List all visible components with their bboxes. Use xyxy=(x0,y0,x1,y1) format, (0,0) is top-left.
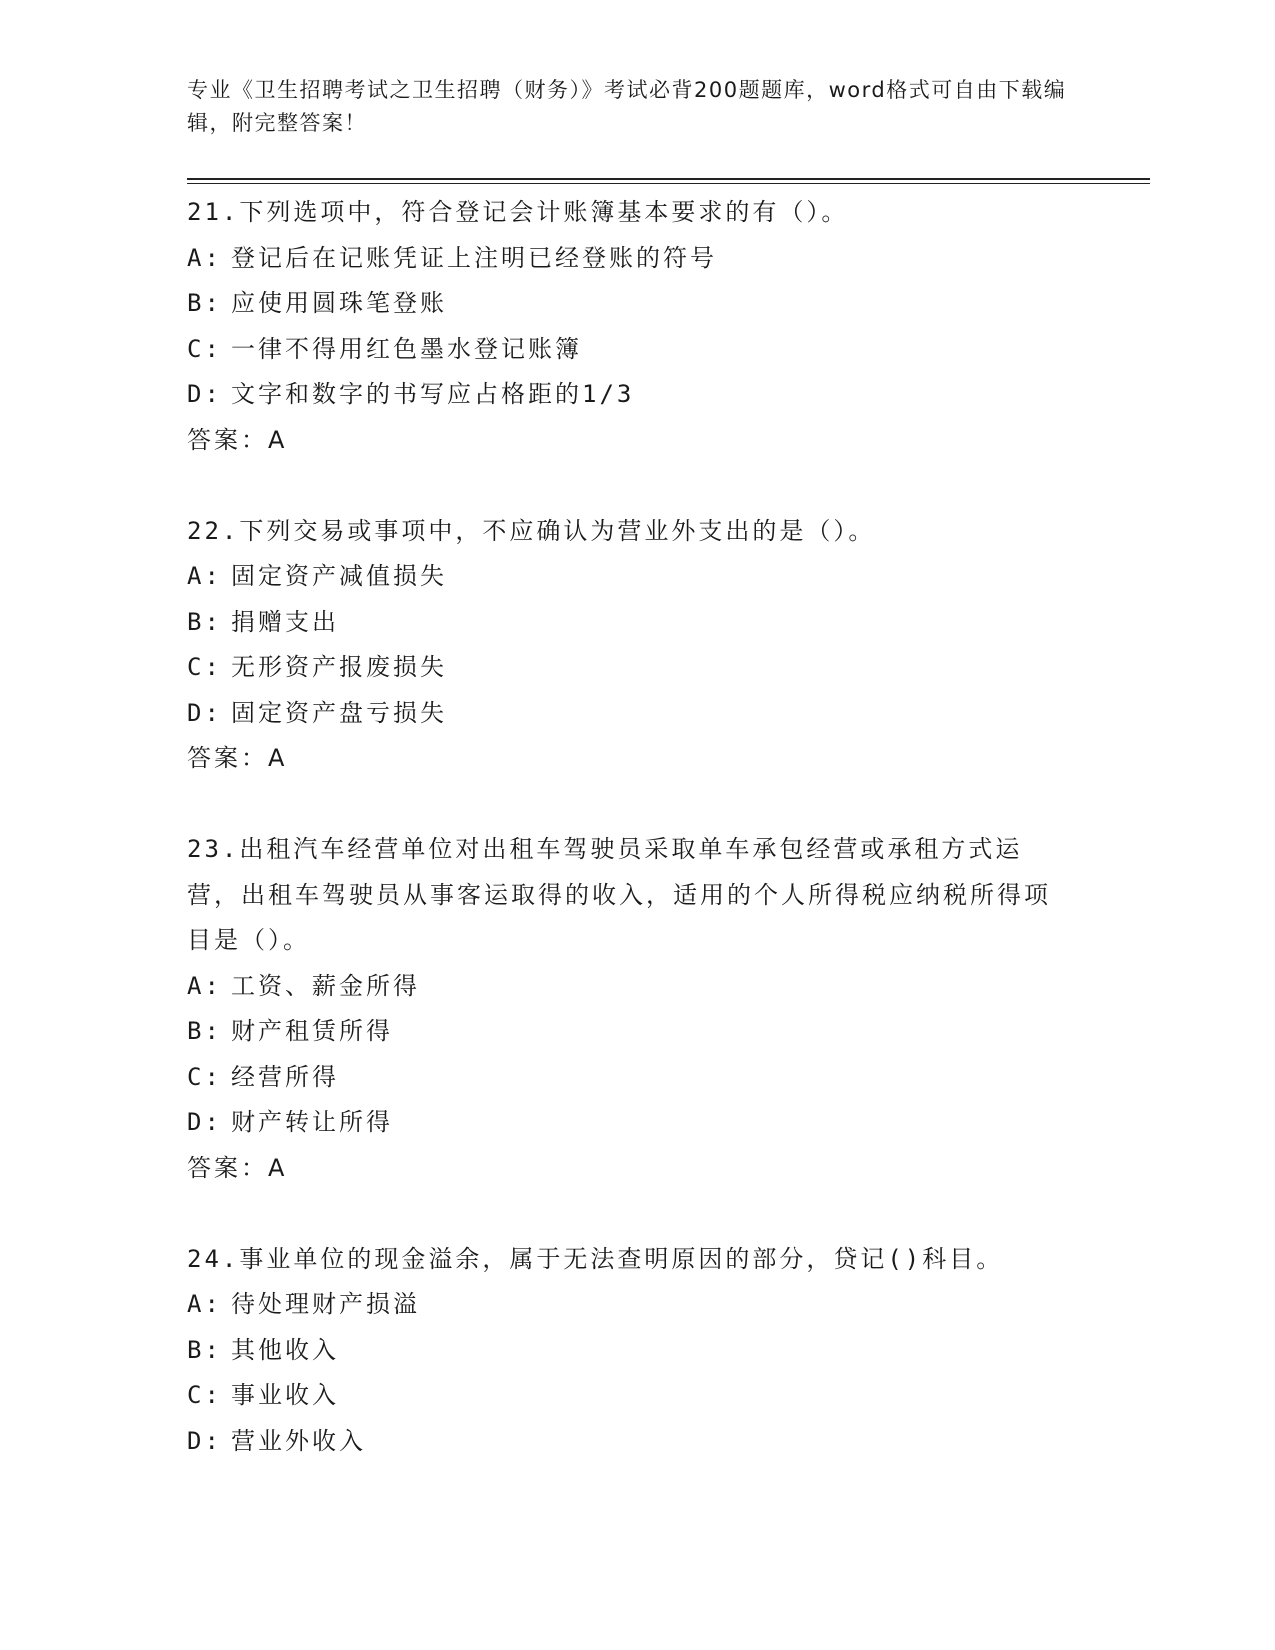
question-spacer xyxy=(187,782,1087,828)
question-21 xyxy=(187,190,1087,463)
option-key: D: xyxy=(187,1426,222,1455)
option-key: D: xyxy=(187,1108,222,1136)
option-b xyxy=(187,1009,1087,1055)
option-key: C: xyxy=(187,334,222,363)
option-key: B: xyxy=(187,1017,222,1045)
option-text: 登记后在记账凭证上注明已经登账的符号 xyxy=(231,243,717,272)
option-key: B: xyxy=(187,607,222,636)
option-text: 其他收入 xyxy=(231,1335,339,1364)
option-text: 应使用圆珠笔登账 xyxy=(231,289,447,317)
question-22 xyxy=(187,509,1087,782)
option-key: D: xyxy=(187,698,222,727)
option-text: 捐赠支出 xyxy=(231,607,339,636)
option-text: 固定资产盘亏损失 xyxy=(231,698,447,727)
option-d xyxy=(187,372,1087,418)
option-key: A: xyxy=(187,1290,222,1318)
option-a xyxy=(187,1282,1087,1328)
question-stem: 21.下列选项中，符合登记会计账簿基本要求的有（）。 xyxy=(187,198,849,226)
header-divider-thick xyxy=(187,178,1150,180)
option-c xyxy=(187,327,1087,373)
option-text: 事业收入 xyxy=(231,1381,339,1409)
option-a xyxy=(187,964,1087,1010)
question-list xyxy=(187,190,1087,1464)
answer: 答案：A xyxy=(187,1153,288,1182)
option-b xyxy=(187,600,1087,646)
question-stem: 23.出租汽车经营单位对出租车驾驶员采取单车承包经营或承租方式运营，出租车驾驶员从事客运取得的收入，适用的个人所得税应纳税所得项目是（）。 xyxy=(187,835,1051,954)
option-key: C: xyxy=(187,1062,222,1091)
document-header: 专业《卫生招聘考试之卫生招聘（财务）》考试必背200题题库，word格式可自由下载编辑，附完整答案！ xyxy=(187,78,1067,135)
option-key: C: xyxy=(187,653,222,681)
option-text: 财产租赁所得 xyxy=(231,1017,393,1045)
option-key: B: xyxy=(187,1335,222,1364)
option-c xyxy=(187,645,1087,691)
option-key: A: xyxy=(187,243,222,272)
option-a xyxy=(187,236,1087,282)
answer: 答案：A xyxy=(187,425,288,454)
answer: 答案：A xyxy=(187,744,288,772)
question-stem: 24.事业单位的现金溢余，属于无法查明原因的部分，贷记()科目。 xyxy=(187,1244,1004,1273)
option-b xyxy=(187,281,1087,327)
option-d xyxy=(187,1419,1087,1465)
option-text: 待处理财产损溢 xyxy=(231,1290,420,1318)
option-text: 文字和数字的书写应占格距的1/3 xyxy=(231,380,635,408)
option-text: 固定资产减值损失 xyxy=(231,562,447,590)
question-23 xyxy=(187,827,1087,1191)
option-text: 一律不得用红色墨水登记账簿 xyxy=(231,334,582,363)
option-c xyxy=(187,1373,1087,1419)
option-key: C: xyxy=(187,1381,222,1409)
option-text: 工资、薪金所得 xyxy=(231,971,420,1000)
question-spacer xyxy=(187,1191,1087,1237)
question-spacer xyxy=(187,463,1087,509)
option-text: 财产转让所得 xyxy=(231,1108,393,1136)
option-key: A: xyxy=(187,971,222,1000)
option-text: 营业外收入 xyxy=(231,1426,366,1455)
option-d xyxy=(187,691,1087,737)
option-text: 经营所得 xyxy=(231,1062,339,1091)
option-key: D: xyxy=(187,380,222,408)
option-d xyxy=(187,1100,1087,1146)
question-stem: 22.下列交易或事项中，不应确认为营业外支出的是（）。 xyxy=(187,516,876,545)
header-divider-thin xyxy=(187,183,1150,184)
option-b xyxy=(187,1328,1087,1374)
option-text: 无形资产报废损失 xyxy=(231,653,447,681)
option-key: B: xyxy=(187,289,222,317)
question-24 xyxy=(187,1237,1087,1465)
option-c xyxy=(187,1055,1087,1101)
option-key: A: xyxy=(187,562,222,590)
option-a xyxy=(187,554,1087,600)
